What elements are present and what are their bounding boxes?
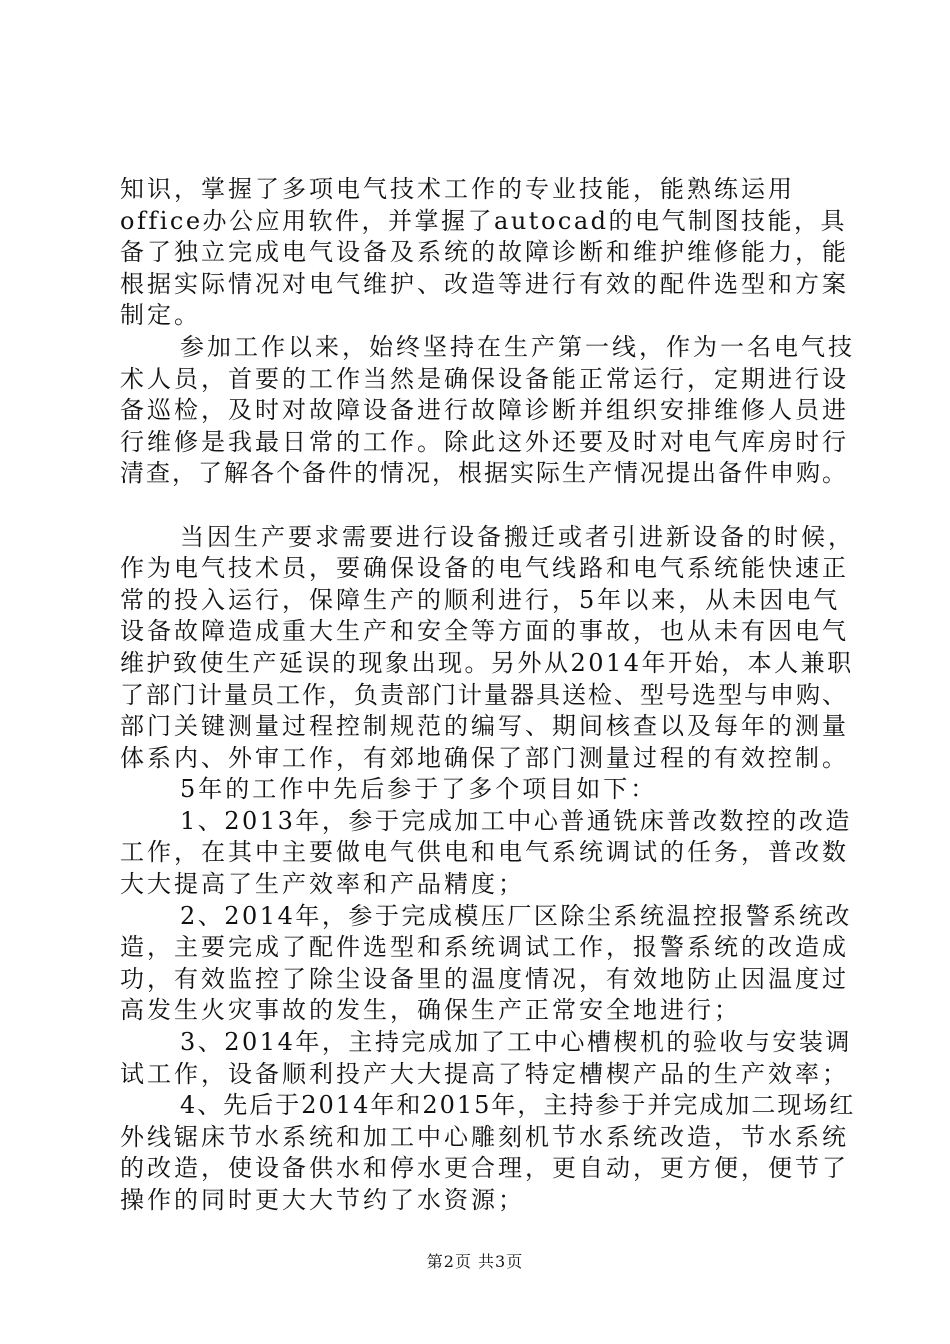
text-line: 知识，掌握了多项电气技术工作的专业技能，能熟练运用: [120, 175, 795, 203]
text-line: 部门关键测量过程控制规范的编写、期间核查以及每年的测量: [120, 712, 849, 741]
text-line: 大大提高了生产效率和产品精度；: [120, 870, 525, 899]
text-line: 1、2013年，参于完成加工中心普通铣床普改数控的改造: [180, 806, 852, 835]
text-line: 3、2014年，主持完成加了工中心槽楔机的验收与安装调: [180, 1028, 852, 1057]
text-line: 制定。: [120, 301, 201, 330]
text-line: 备了独立完成电气设备及系统的故障诊断和维护维修能力，能: [120, 238, 849, 267]
text-line: 4、先后于2014年和2015年，主持参于并完成加二现场红: [180, 1091, 856, 1120]
text-line: 造，主要完成了配件选型和系统调试工作，报警系统的改造成: [120, 933, 849, 962]
text-line: 的改造，使设备供水和停水更合理，更自动，更方便，便节了: [120, 1154, 849, 1183]
text-line: 工作，在其中主要做电气供电和电气系统调试的任务，普改数: [120, 838, 849, 867]
text-line: 清查，了解各个备件的情况，根据实际生产情况提出备件申购。: [120, 459, 848, 488]
document-body: [120, 174, 860, 1217]
text-line: 常的投入运行，保障生产的顺利进行，5年以来，从未因电气: [120, 585, 841, 614]
text-line: 高发生火灾事故的发生，确保生产正常安全地进行；: [120, 996, 741, 1025]
text-line: 外线锯床节水系统和加工中心雕刻机节水系统改造，节水系统: [120, 1122, 849, 1151]
page-footer: 第2页 共3页: [426, 1252, 524, 1271]
text-line: 2、2014年，参于完成模压厂区除尘系统温控报警系统改: [180, 901, 852, 930]
text-line: 备巡检，及时对故障设备进行故障诊断并组织安排维修人员进: [120, 396, 849, 425]
text-line: 了部门计量员工作，负责部门计量器具送检、型号选型与申购、: [120, 680, 848, 709]
text-line: 维护致使生产延误的现象出现。另外从2014年开始，本人兼职: [120, 648, 854, 677]
text-line: 行维修是我最日常的工作。除此这外还要及时对电气库房时行: [120, 427, 849, 456]
text-line: 当因生产要求需要进行设备搬迁或者引进新设备的时候，: [180, 522, 855, 551]
text-line: 体系内、外审工作，有郊地确保了部门测量过程的有效控制。: [120, 743, 849, 772]
text-line: 作为电气技术员，要确保设备的电气线路和电气系统能快速正: [120, 554, 849, 583]
text-line: 操作的同时更大大节约了水资源；: [120, 1186, 525, 1214]
text-line: 功，有效监控了除尘设备里的温度情况，有效地防止因温度过: [120, 964, 849, 993]
text-line: office办公应用软件，并掌握了autocad的电气制图技能，具: [120, 206, 848, 235]
text-line: 术人员，首要的工作当然是确保设备能正常运行，定期进行设: [120, 364, 849, 393]
blank-line: [120, 490, 860, 522]
text-line: 5年的工作中先后参于了多个项目如下：: [180, 775, 658, 804]
text-line: 设备故障造成重大生产和安全等方面的事故，也从未有因电气: [120, 617, 849, 646]
text-line: 试工作，设备顺利投产大大提高了特定槽楔产品的生产效率；: [120, 1059, 849, 1088]
text-line: 参加工作以来，始终坚持在生产第一线，作为一名电气技: [180, 332, 855, 361]
text-line: 根据实际情况对电气维护、改造等进行有效的配件选型和方案: [120, 269, 849, 298]
